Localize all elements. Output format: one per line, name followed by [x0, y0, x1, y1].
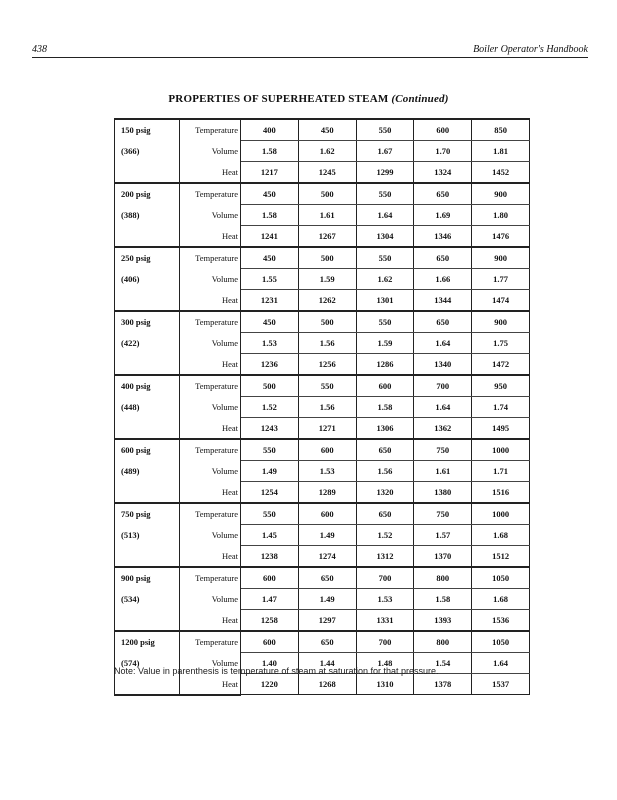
heat-value: 1241 [241, 226, 299, 248]
saturation-temp: (422) [115, 333, 180, 354]
volume-value: 1.75 [472, 333, 530, 354]
temperature-value: 700 [356, 567, 414, 589]
temperature-value: 600 [414, 119, 472, 141]
temperature-value: 550 [356, 183, 414, 205]
volume-value: 1.56 [356, 461, 414, 482]
pressure-label: 1200 psig [115, 631, 180, 653]
heat-value: 1452 [472, 162, 530, 184]
row-label: Heat [180, 546, 241, 568]
row-label: Volume [180, 461, 241, 482]
volume-value: 1.69 [414, 205, 472, 226]
row-label: Volume [180, 333, 241, 354]
volume-value: 1.64 [472, 653, 530, 674]
heat-value: 1267 [298, 226, 356, 248]
table-row [115, 311, 530, 333]
table-title-main: PROPERTIES OF SUPERHEATED STEAM [168, 93, 389, 105]
row-label: Temperature [180, 567, 241, 589]
heat-value: 1370 [414, 546, 472, 568]
heat-value: 1380 [414, 482, 472, 504]
temperature-value: 600 [241, 631, 299, 653]
volume-value: 1.52 [241, 397, 299, 418]
temperature-value: 750 [414, 503, 472, 525]
heat-value: 1286 [356, 354, 414, 376]
header-rule [32, 57, 588, 58]
pressure-label: 600 psig [115, 439, 180, 461]
temperature-value: 750 [414, 439, 472, 461]
row-label: Temperature [180, 439, 241, 461]
volume-value: 1.57 [414, 525, 472, 546]
row-label: Temperature [180, 631, 241, 653]
temperature-value: 550 [298, 375, 356, 397]
volume-value: 1.49 [298, 525, 356, 546]
pressure-cell-empty [115, 418, 180, 440]
temperature-value: 550 [356, 311, 414, 333]
volume-value: 1.58 [241, 141, 299, 162]
heat-value: 1243 [241, 418, 299, 440]
saturation-temp: (513) [115, 525, 180, 546]
volume-value: 1.59 [298, 269, 356, 290]
row-label: Heat [180, 610, 241, 632]
temperature-value: 400 [241, 119, 299, 141]
table-row [115, 354, 530, 376]
heat-value: 1254 [241, 482, 299, 504]
temperature-value: 550 [356, 119, 414, 141]
heat-value: 1472 [472, 354, 530, 376]
table-row [115, 439, 530, 461]
row-label: Heat [180, 226, 241, 248]
row-label: Volume [180, 269, 241, 290]
temperature-value: 650 [356, 439, 414, 461]
volume-value: 1.62 [298, 141, 356, 162]
superheated-steam-table [114, 118, 530, 696]
saturation-temp: (366) [115, 141, 180, 162]
table-row [115, 333, 530, 354]
row-label: Volume [180, 397, 241, 418]
page-number: 438 [32, 44, 47, 55]
row-label: Volume [180, 141, 241, 162]
heat-value: 1536 [472, 610, 530, 632]
heat-value: 1310 [356, 674, 414, 695]
heat-value: 1238 [241, 546, 299, 568]
temperature-value: 1050 [472, 631, 530, 653]
temperature-value: 900 [472, 247, 530, 269]
pressure-label: 150 psig [115, 119, 180, 141]
table-row [115, 119, 530, 141]
row-label: Volume [180, 205, 241, 226]
saturation-temp: (534) [115, 589, 180, 610]
heat-value: 1268 [298, 674, 356, 695]
row-label: Temperature [180, 503, 241, 525]
temperature-value: 600 [241, 567, 299, 589]
heat-value: 1262 [298, 290, 356, 312]
row-label: Heat [180, 354, 241, 376]
table-title-continued: (Continued) [391, 93, 449, 105]
temperature-value: 900 [472, 311, 530, 333]
temperature-value: 650 [298, 631, 356, 653]
table-row [115, 162, 530, 184]
pressure-cell-empty [115, 546, 180, 568]
pressure-label: 200 psig [115, 183, 180, 205]
row-label: Temperature [180, 183, 241, 205]
temperature-value: 450 [298, 119, 356, 141]
heat-value: 1231 [241, 290, 299, 312]
heat-value: 1256 [298, 354, 356, 376]
row-label: Heat [180, 162, 241, 184]
volume-value: 1.74 [472, 397, 530, 418]
pressure-cell-empty [115, 290, 180, 312]
heat-value: 1474 [472, 290, 530, 312]
volume-value: 1.58 [356, 397, 414, 418]
volume-value: 1.58 [414, 589, 472, 610]
table-row [115, 205, 530, 226]
heat-value: 1495 [472, 418, 530, 440]
volume-value: 1.49 [298, 589, 356, 610]
table-row [115, 482, 530, 504]
heat-value: 1220 [241, 674, 299, 695]
heat-value: 1304 [356, 226, 414, 248]
temperature-value: 550 [241, 439, 299, 461]
volume-value: 1.66 [414, 269, 472, 290]
volume-value: 1.48 [356, 653, 414, 674]
temperature-value: 650 [414, 183, 472, 205]
heat-value: 1324 [414, 162, 472, 184]
heat-value: 1306 [356, 418, 414, 440]
temperature-value: 800 [414, 631, 472, 653]
row-label: Temperature [180, 375, 241, 397]
footnote: Note: Value in parenthesis is temperature of steam at saturation for that pressure. [114, 666, 439, 676]
row-label: Volume [180, 653, 241, 674]
temperature-value: 650 [414, 247, 472, 269]
table-row [115, 674, 530, 695]
volume-value: 1.81 [472, 141, 530, 162]
row-label: Temperature [180, 311, 241, 333]
volume-value: 1.47 [241, 589, 299, 610]
volume-value: 1.62 [356, 269, 414, 290]
row-label: Temperature [180, 247, 241, 269]
heat-value: 1274 [298, 546, 356, 568]
row-label: Heat [180, 674, 241, 695]
temperature-value: 700 [356, 631, 414, 653]
heat-value: 1393 [414, 610, 472, 632]
volume-value: 1.71 [472, 461, 530, 482]
table-row [115, 183, 530, 205]
heat-value: 1271 [298, 418, 356, 440]
heat-value: 1297 [298, 610, 356, 632]
temperature-value: 500 [241, 375, 299, 397]
volume-value: 1.68 [472, 589, 530, 610]
volume-value: 1.58 [241, 205, 299, 226]
volume-value: 1.67 [356, 141, 414, 162]
pressure-cell-empty [115, 354, 180, 376]
temperature-value: 1000 [472, 503, 530, 525]
heat-value: 1476 [472, 226, 530, 248]
heat-value: 1362 [414, 418, 472, 440]
table-row [115, 631, 530, 653]
book-title: Boiler Operator's Handbook [473, 44, 588, 55]
volume-value: 1.68 [472, 525, 530, 546]
volume-value: 1.54 [414, 653, 472, 674]
table-row [115, 269, 530, 290]
volume-value: 1.56 [298, 397, 356, 418]
volume-value: 1.55 [241, 269, 299, 290]
row-label: Heat [180, 482, 241, 504]
volume-value: 1.53 [241, 333, 299, 354]
table-row [115, 226, 530, 248]
saturation-temp: (448) [115, 397, 180, 418]
row-label: Heat [180, 290, 241, 312]
row-label: Volume [180, 525, 241, 546]
temperature-value: 650 [414, 311, 472, 333]
table-row [115, 546, 530, 568]
table-row [115, 503, 530, 525]
temperature-value: 600 [298, 439, 356, 461]
volume-value: 1.64 [414, 397, 472, 418]
pressure-cell-empty [115, 610, 180, 632]
heat-value: 1331 [356, 610, 414, 632]
temperature-value: 500 [298, 247, 356, 269]
volume-value: 1.80 [472, 205, 530, 226]
table-row [115, 247, 530, 269]
table-row [115, 375, 530, 397]
temperature-value: 550 [241, 503, 299, 525]
saturation-temp: (406) [115, 269, 180, 290]
heat-value: 1289 [298, 482, 356, 504]
row-label: Temperature [180, 119, 241, 141]
heat-value: 1346 [414, 226, 472, 248]
saturation-temp: (489) [115, 461, 180, 482]
row-label: Volume [180, 589, 241, 610]
volume-value: 1.44 [298, 653, 356, 674]
pressure-label: 250 psig [115, 247, 180, 269]
heat-value: 1344 [414, 290, 472, 312]
heat-value: 1516 [472, 482, 530, 504]
pressure-cell-empty [115, 162, 180, 184]
volume-value: 1.61 [414, 461, 472, 482]
heat-value: 1378 [414, 674, 472, 695]
table-row [115, 610, 530, 632]
pressure-label: 300 psig [115, 311, 180, 333]
pressure-label: 750 psig [115, 503, 180, 525]
temperature-value: 650 [356, 503, 414, 525]
pressure-label: 900 psig [115, 567, 180, 589]
temperature-value: 450 [241, 183, 299, 205]
table-row [115, 525, 530, 546]
volume-value: 1.52 [356, 525, 414, 546]
temperature-value: 800 [414, 567, 472, 589]
temperature-value: 700 [414, 375, 472, 397]
heat-value: 1301 [356, 290, 414, 312]
heat-value: 1312 [356, 546, 414, 568]
page-header [32, 40, 588, 56]
volume-value: 1.53 [356, 589, 414, 610]
volume-value: 1.45 [241, 525, 299, 546]
volume-value: 1.61 [298, 205, 356, 226]
heat-value: 1512 [472, 546, 530, 568]
temperature-value: 650 [298, 567, 356, 589]
temperature-value: 550 [356, 247, 414, 269]
temperature-value: 900 [472, 183, 530, 205]
table-row [115, 418, 530, 440]
temperature-value: 1000 [472, 439, 530, 461]
temperature-value: 600 [298, 503, 356, 525]
volume-value: 1.77 [472, 269, 530, 290]
temperature-value: 600 [356, 375, 414, 397]
volume-value: 1.64 [414, 333, 472, 354]
table-title [0, 93, 617, 105]
volume-value: 1.40 [241, 653, 299, 674]
table-row [115, 290, 530, 312]
volume-value: 1.59 [356, 333, 414, 354]
volume-value: 1.49 [241, 461, 299, 482]
temperature-value: 850 [472, 119, 530, 141]
temperature-value: 450 [241, 311, 299, 333]
heat-value: 1340 [414, 354, 472, 376]
table-row [115, 141, 530, 162]
pressure-cell-empty [115, 482, 180, 504]
heat-value: 1217 [241, 162, 299, 184]
saturation-temp: (388) [115, 205, 180, 226]
temperature-value: 1050 [472, 567, 530, 589]
pressure-label: 400 psig [115, 375, 180, 397]
pressure-cell-empty [115, 226, 180, 248]
table-row [115, 567, 530, 589]
heat-value: 1320 [356, 482, 414, 504]
temperature-value: 950 [472, 375, 530, 397]
volume-value: 1.64 [356, 205, 414, 226]
volume-value: 1.70 [414, 141, 472, 162]
volume-value: 1.56 [298, 333, 356, 354]
saturation-temp: (574) [115, 653, 180, 674]
temperature-value: 500 [298, 183, 356, 205]
volume-value: 1.53 [298, 461, 356, 482]
pressure-cell-empty [115, 674, 180, 695]
table-row [115, 461, 530, 482]
heat-value: 1299 [356, 162, 414, 184]
table-row [115, 589, 530, 610]
temperature-value: 500 [298, 311, 356, 333]
heat-value: 1245 [298, 162, 356, 184]
row-label: Heat [180, 418, 241, 440]
heat-value: 1537 [472, 674, 530, 695]
heat-value: 1258 [241, 610, 299, 632]
table-row [115, 397, 530, 418]
temperature-value: 450 [241, 247, 299, 269]
heat-value: 1236 [241, 354, 299, 376]
